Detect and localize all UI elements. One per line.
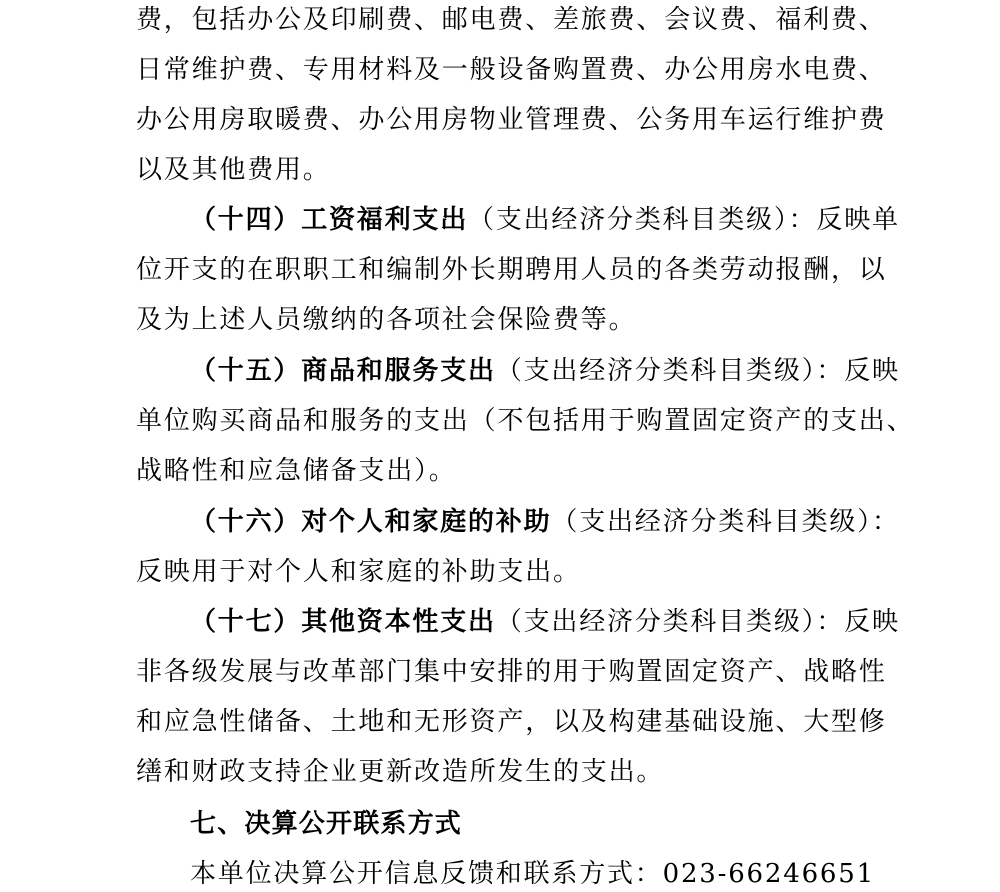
item-heading-16: （十六）对个人和家庭的补助 [190,507,552,537]
paragraph-line: 非各级发展与改革部门集中安排的用于购置固定资产、战略性 [136,657,887,687]
paragraph-text: （支出经济分类科目类级）：反映 [495,607,900,637]
paragraph-text: （支出经济分类科目类级）：反映 [495,356,900,386]
paragraph-text: （支出经济分类科目类级）：反映单 [468,205,900,235]
paragraph-line: 缮和财政支持企业更新改造所发生的支出。 [136,757,665,787]
paragraph-line: 日常维护费、专用材料及一般设备购置费、办公用房水电费、 [136,55,887,85]
item-heading-14: （十四）工资福利支出 [190,205,469,235]
contact-text: 本单位决算公开信息反馈和联系方式：023-66246651 [190,859,875,889]
item-heading-15: （十五）商品和服务支出 [190,356,496,386]
paragraph-line: 费，包括办公及印刷费、邮电费、差旅费、会议费、福利费、 [136,5,887,35]
paragraph-text: （支出经济分类科目类级）： [551,507,900,537]
paragraph-first-line [190,607,900,637]
section-heading: 七、决算公开联系方式 [190,809,463,839]
item-heading-17: （十七）其他资本性支出 [190,607,496,637]
paragraph-first-line [190,356,900,386]
paragraph-first-line [190,205,900,235]
paragraph-first-line [190,507,900,537]
paragraph-line: 及为上述人员缴纳的各项社会保险费等。 [136,305,637,335]
paragraph-line: 位开支的在职职工和编制外长期聘用人员的各类劳动报酬，以 [136,255,887,285]
paragraph-line: 办公用房取暖费、办公用房物业管理费、公务用车运行维护费 [136,105,887,135]
paragraph-line: 以及其他费用。 [136,155,331,185]
paragraph-line: 反映用于对个人和家庭的补助支出。 [136,557,581,587]
paragraph-line: 战略性和应急储备支出）。 [136,456,457,486]
paragraph-line: 和应急性储备、土地和无形资产，以及构建基础设施、大型修 [136,707,887,737]
paragraph-line: 单位购买商品和服务的支出（不包括用于购置固定资产的支出、 [136,406,915,436]
